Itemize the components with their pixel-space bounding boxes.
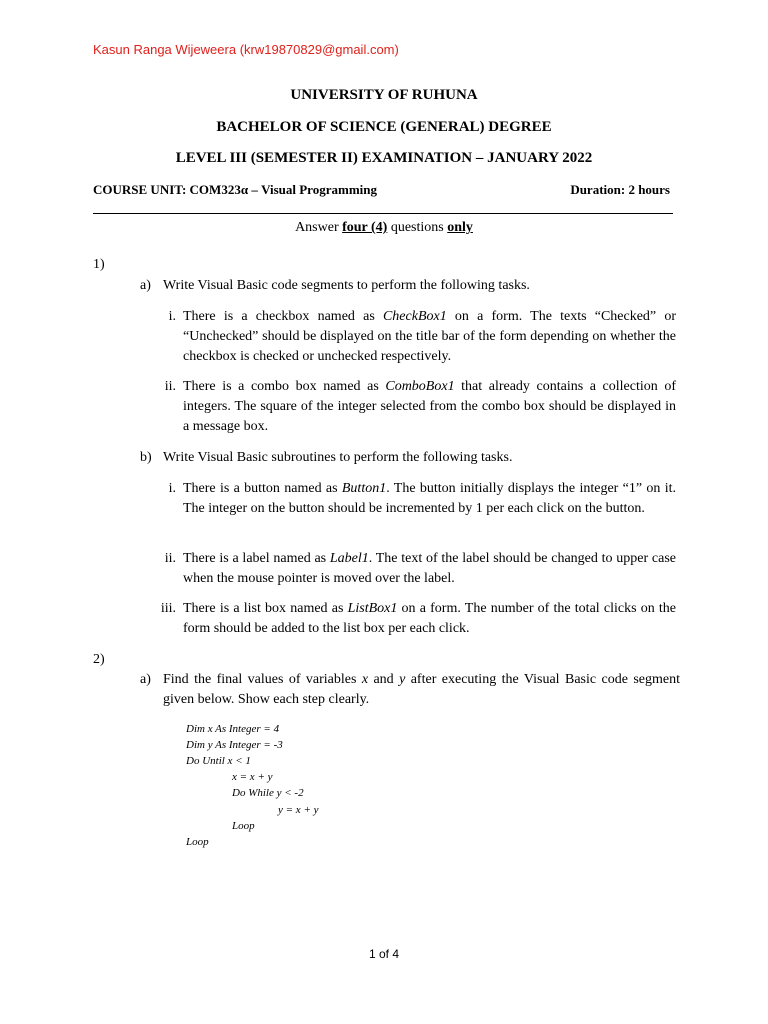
item-text-post: on a form. The texts “Checked” or “Unchecked” should be displayed on the title bar of the form depending on whether the checkbox is checked or unchecked respectively. (183, 309, 676, 364)
question-1b-label: b) (140, 450, 152, 465)
item-label: ii. (164, 551, 176, 566)
item-label: i. (168, 309, 176, 324)
item-text-pre: There is a list box named as (183, 601, 348, 616)
control-name: Label1 (329, 551, 369, 566)
item-text-pre: There is a button named as (183, 481, 342, 496)
question-1b-text: Write Visual Basic subroutines to perform the following tasks. (163, 450, 513, 465)
question-2a-label: a) (140, 672, 151, 687)
code-line: x = x + y (232, 771, 273, 783)
question-2a-post: after executing the Visual Basic code segment given below. Show each step clearly. (163, 672, 680, 707)
course-line (93, 182, 670, 198)
answer-count: four (4) (342, 220, 388, 235)
answer-middle: questions (387, 220, 448, 235)
answer-prefix: Answer (295, 220, 343, 235)
code-line: Loop (232, 820, 255, 832)
item-label: i. (168, 481, 176, 496)
code-line: Loop (186, 836, 209, 848)
control-name: CheckBox1 (382, 309, 447, 324)
degree-title: BACHELOR OF SCIENCE (GENERAL) DEGREE (216, 119, 552, 135)
question-1b-ii (150, 549, 676, 589)
item-text-pre: There is a combo box named as (183, 379, 386, 394)
question-1b (140, 448, 680, 468)
item-text (183, 599, 676, 639)
variable-y: y (399, 672, 406, 687)
item-label: ii. (164, 379, 176, 394)
question-1b-i (150, 479, 676, 539)
code-line: Do Until x < 1 (186, 755, 251, 767)
code-line: Do While y < -2 (232, 787, 304, 799)
control-name: ComboBox1 (385, 379, 455, 394)
duration: Duration: 2 hours (570, 182, 670, 197)
question-2a-pre: Find the final values of variables (163, 672, 362, 687)
answer-only: only (447, 220, 473, 235)
item-text-post: that already contains a collection of integers. The square of the integer selected from the combo box should be displayed in a message box. (183, 379, 676, 434)
separator-rule (93, 213, 673, 214)
course-unit: COURSE UNIT: COM323α – Visual Programming (93, 182, 377, 197)
item-text-post: on a form. The number of the total clicks on the form should be added to the list box per each click. (183, 601, 676, 636)
question-1a-i (150, 307, 676, 367)
code-line: Dim y As Integer = -3 (186, 739, 283, 751)
item-label: iii. (160, 601, 176, 616)
question-1a-label: a) (140, 278, 151, 293)
item-text (183, 479, 676, 519)
question-2-number: 2) (93, 652, 105, 667)
question-2a-and: and (368, 672, 400, 687)
item-text (183, 377, 676, 437)
question-1a-text: Write Visual Basic code segments to perform the following tasks. (163, 278, 530, 293)
item-text-post: . The text of the label should be changed to upper case when the mouse pointer is moved over the label. (183, 551, 676, 586)
page-number: 1 of 4 (368, 947, 400, 961)
question-1a-ii (150, 377, 676, 437)
control-name: ListBox1 (347, 601, 398, 616)
item-text (183, 307, 676, 367)
question-2a (140, 670, 680, 710)
exam-title: LEVEL III (SEMESTER II) EXAMINATION – JANUARY 2022 (175, 150, 593, 166)
question-2a-text (163, 670, 680, 710)
control-name: Button1 (341, 481, 387, 496)
item-text-post: . The button initially displays the integer “1” on it. The integer on the button should be incremented by 1 per each click on the button. (183, 481, 677, 516)
question-1a (140, 276, 680, 296)
question-1-number: 1) (93, 257, 105, 272)
code-line: Dim x As Integer = 4 (186, 723, 280, 735)
item-text-pre: There is a label named as (183, 551, 330, 566)
variable-x: x (361, 672, 369, 687)
item-text-pre: There is a checkbox named as (183, 309, 383, 324)
university-title: UNIVERSITY OF RUHUNA (290, 87, 478, 103)
code-line: y = x + y (278, 804, 319, 816)
author-note: Kasun Ranga Wijeweera (krw19870829@gmail.com) (93, 42, 399, 57)
question-1b-iii (150, 599, 676, 639)
answer-instruction (0, 220, 768, 236)
item-text (183, 549, 676, 589)
